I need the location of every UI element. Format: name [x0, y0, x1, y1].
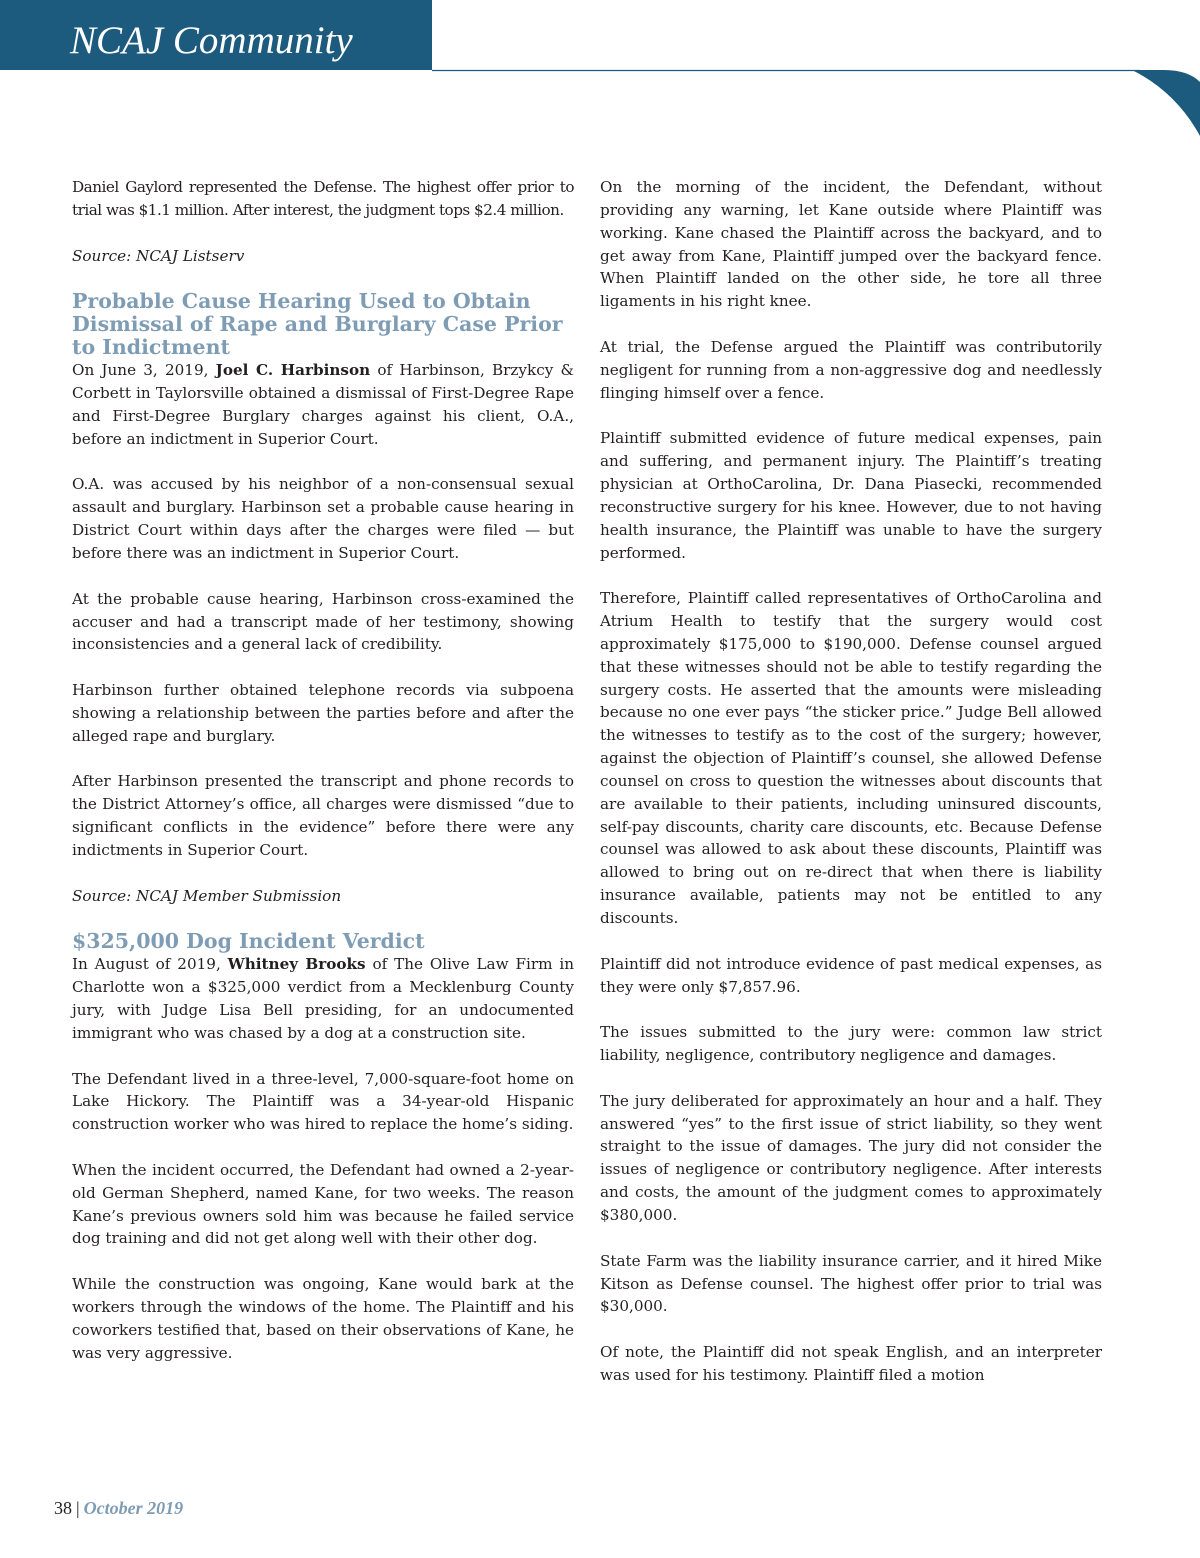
paragraph-text: of The Olive Law Firm in Charlotte won a $325,000 verdict from a Mecklenburg County jury, with Judge Lisa Bell presiding, for an undocumented immigrant who was chased by a dog at a construction site.: [72, 955, 575, 1042]
article-paragraph: The jury deliberated for approximately an hour and a half. They answered “yes” to the first issue of strict liability, so they went straight to the issue of damages. The jury did not consider the issues of negligence or contributory negligence. After interests and costs, the amount of the judgment comes to approximately $380,000.: [600, 1091, 1102, 1224]
article-paragraph: The issues submitted to the jury were: common law strict liability, negligence, contributory negligence and damages.: [600, 1023, 1102, 1065]
source-line: Source: NCAJ Member Submission: [72, 886, 342, 905]
article-paragraph: Of note, the Plaintiff did not speak English, and an interpreter was used for his testimony. Plaintiff filed a motion: [600, 1343, 1102, 1384]
paragraph-text: On June 3, 2019,: [72, 361, 209, 380]
issue-date: October 2019: [83, 1498, 184, 1518]
attorney-name: Joel C. Harbinson: [215, 361, 371, 380]
footer-separator: |: [76, 1498, 80, 1518]
source-line: Source: NCAJ Listserv: [72, 246, 245, 265]
paragraph-text: of Harbinson, Brzykcy & Corbett in Taylorsville obtained a dismissal of First-Degree Rape and First-Degree Burglary charges against his client, O.A., before an indictment in Superior Court.: [72, 361, 575, 448]
article-paragraph: O.A. was accused by his neighbor of a non-consensual sexual assault and burglary. Harbinson set a probable cause hearing in District Court within days after the charges were filed — but before there was an indictment in Superior Court.: [72, 475, 574, 562]
article-paragraph: [72, 359, 574, 450]
article-headline-dog-verdict: $325,000 Dog Incident Verdict: [72, 929, 425, 954]
header-rule: [0, 0, 1200, 140]
article-paragraph: At the probable cause hearing, Harbinson cross-examined the accuser and had a transcript made of her testimony, showing inconsistencies and a general lack of credibility.: [72, 589, 574, 654]
section-title: NCAJ Community: [70, 19, 353, 62]
corner-accent-shape: [1132, 70, 1200, 136]
article-paragraph: Therefore, Plaintiff called representatives of OrthoCarolina and Atrium Health to testify that the surgery would cost approximately $175,000 to $190,000. Defense counsel argued that these witnesses should not be able to testify regarding the surgery costs. He asserted that the amounts were misleading because no one ever pays “the sticker price.” Judge Bell allowed the witnesses to testify as to the cost of the surgery; however, against the objection of Plaintiff’s counsel, she allowed Defense counsel on cross to question the witnesses about discounts that are available to their patients, including uninsured discounts, self-pay discounts, charity care discounts, etc. Because Defense counsel was allowed to ask about these discounts, Plaintiff was allowed to bring out on re-direct that when there is liability insurance available, patients may not be entitled to any discounts.: [600, 589, 1102, 927]
page-footer: [54, 1498, 183, 1519]
article-paragraph: On the morning of the incident, the Defendant, without providing any warning, let Kane outside where Plaintiff was working. Kane chased the Plaintiff across the backyard, and to get away from Kane, Plaintiff jumped over the backyard fence. When Plaintiff landed on the other side, he tore all three ligaments in his right knee.: [600, 178, 1102, 311]
article-paragraph: While the construction was ongoing, Kane would bark at the workers through the windows of the home. The Plaintiff and his coworkers testified that, based on their observations of Kane, he was very aggressive.: [72, 1275, 574, 1362]
article-paragraph: Plaintiff did not introduce evidence of past medical expenses, as they were only $7,857.96.: [600, 954, 1102, 996]
left-column: [72, 176, 574, 1365]
paragraph-text: In August of 2019,: [72, 955, 221, 974]
page-number: 38: [54, 1498, 72, 1518]
article-headline-probable-cause: Probable Cause Hearing Used to Obtain Dismissal of Rape and Burglary Case Prior to Indictment: [72, 289, 563, 360]
article-paragraph: The Defendant lived in a three-level, 7,000-square-foot home on Lake Hickory. The Plaintiff was a 34-year-old Hispanic construction worker who was hired to replace the home’s siding.: [72, 1069, 574, 1134]
article-paragraph: After Harbinson presented the transcript and phone records to the District Attorney’s office, all charges were dismissed “due to significant conflicts in the evidence” before there were any indictments in Superior Court.: [72, 772, 574, 859]
article-paragraph: When the incident occurred, the Defendant had owned a 2-year-old German Shepherd, named Kane, for two weeks. The reason Kane’s previous owners sold him was because he failed service dog training and did not get along well with their other dog.: [72, 1160, 574, 1248]
intro-paragraph: Daniel Gaylord represented the Defense. The highest offer prior to trial was $1.1 million. After interest, the judgment tops $2.4 million.: [72, 178, 574, 219]
article-paragraph: Harbinson further obtained telephone records via subpoena showing a relationship between the parties before and after the alleged rape and burglary.: [72, 681, 574, 745]
article-paragraph: [72, 953, 574, 1044]
article-paragraph: At trial, the Defense argued the Plaintiff was contributorily negligent for running from a non-aggressive dog and needlessly flinging himself over a fence.: [600, 337, 1102, 402]
attorney-name: Whitney Brooks: [227, 955, 366, 974]
article-paragraph: Plaintiff submitted evidence of future medical expenses, pain and suffering, and permanent injury. The Plaintiff’s treating physician at OrthoCarolina, Dr. Dana Piasecki, recommended reconstructive surgery for his knee. However, due to not having health insurance, the Plaintiff was unable to have the surgery performed.: [600, 429, 1102, 562]
article-paragraph: State Farm was the liability insurance carrier, and it hired Mike Kitson as Defense counsel. The highest offer prior to trial was $30,000.: [600, 1251, 1102, 1316]
right-column: [600, 176, 1102, 1387]
